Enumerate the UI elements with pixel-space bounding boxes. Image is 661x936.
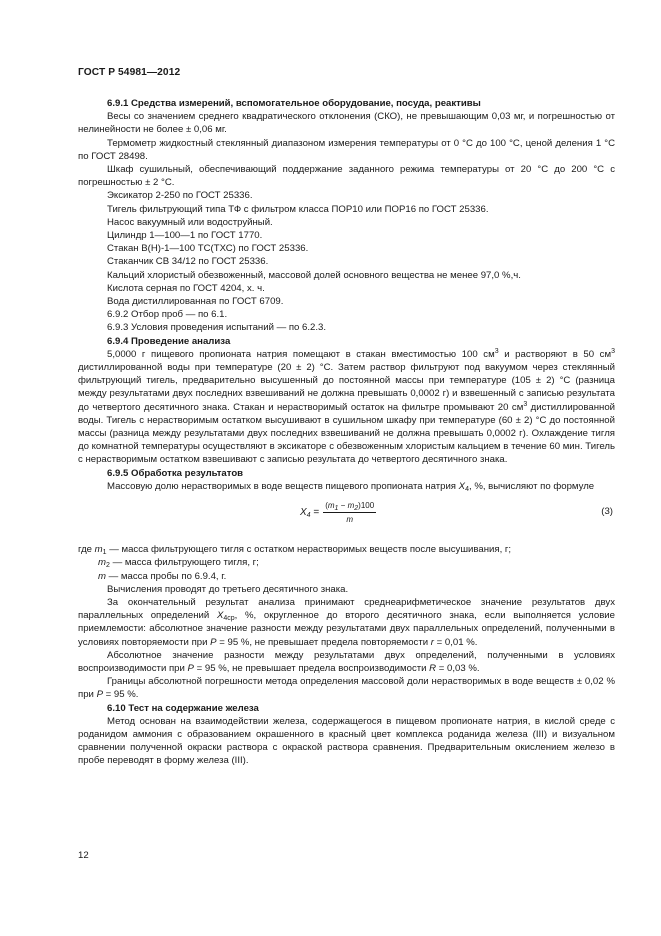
legend-item: m — масса пробы по 6.9.4, г. [98,570,227,582]
equation-number: (3) [601,506,613,518]
section-heading-6-9-4: 6.9.4 Проведение анализа [107,335,231,347]
formula-lhs: $X_4$ = [300,506,320,519]
section-6-9-2: 6.9.2 Отбор проб — по 6.1. [107,309,228,321]
equipment-item: Стакан В(Н)-1—100 ТС(ТХС) по ГОСТ 25336. [107,243,309,255]
legend-item: где $m_1$ — масса фильтрующего тигля с остатком нерастворимых веществ после высушивания, г; [78,544,512,557]
final-result-paragraph: За окончательный результат анализа принимают среднеарифметическое значение результатов двух параллельных определений $X_{4ср}$, %, округленное до второго десятичного знака, если выполняется условие приемлемости: абсолютное значение разности между результатами двух параллельных определений, полученными в условиях повторяемости при P = 95 %, не превышает предела повторяемости r = 0,01 %. [78,596,616,648]
equipment-item: Цилиндр 1—100—1 по ГОСТ 1770. [107,230,263,242]
equipment-item: Насос вакуумный или водоструйный. [107,216,273,228]
formula-fraction [323,500,376,525]
equipment-item: Вода дистиллированная по ГОСТ 6709. [107,296,284,308]
equipment-item: Тигель фильтрующий типа ТФ с фильтром класса ПОР10 или ПОР16 по ГОСТ 25336. [107,203,489,215]
equipment-item: Стаканчик СВ 34/12 по ГОСТ 25336. [107,256,269,268]
calculation-note: Вычисления проводят до третьего десятичного знака. [107,583,349,595]
page-number: 12 [78,850,89,861]
section-heading-6-9-5: 6.9.5 Обработка результатов [107,467,244,479]
formula-intro: Массовую долю нерастворимых в воде веществ пищевого пропионата натрия $X_4$, %, вычисляют по формуле [107,480,595,493]
equipment-item: Шкаф сушильный, обеспечивающий поддержание заданного режима температуры от 20 °С до 200 °С с погрешностью ± 2 °С. [78,164,615,189]
formula-numerator: $(m_1 - m_2)100$ [325,501,375,513]
equipment-item: Кальций хлористый обезвоженный, массовой долей основного вещества не менее 97,0 %,ч. [107,269,521,281]
equipment-item: Весы со значением среднего квадратического отклонения (СКО), не превышающим 0,03 мг, и погрешностью от нелинейности не более ± 0,06 мг. [78,111,615,136]
legend-item: $m_2$ — масса фильтрующего тигля, г; [98,557,259,570]
formula [300,500,376,525]
procedure-paragraph: 5,0000 г пищевого пропионата натрия помещают в стакан вместимостью 100 $см^3$ и растворяют в 50 $см^3$ дистиллированной воды при температуре (20 ± 2) °С. Затем раствор фильтруют под вакуумом через стеклянный фильтрующий тигель, предварительно высушенный до постоянной массы при температуре (105 ± 2) °С (разница между результатами двух последних взвешиваний не должна превышать 0,0002 г) и взвешенный с записью результата до четвертого десятичного знака. Стакан и нерастворимый остаток на фильтре промывают 20 $см^3$ дистиллированной воды. Тигель с нерастворимым остатком высушивают в сушильном шкафу при температуре (60 ± 2) °С до постоянной массы (разница между результатами двух последних взвешиваний не должна превышать 0,0002 г). Охлаждение тигля до комнатной температуры осуществляют в эксикаторе с обезвоженным хлористым кальцием в течение 60 мин. Тигель с нерастворимым остатком взвешивают с записью результата до четвертого десятичного знака. [78,347,616,466]
section-heading-6-9-1: 6.9.1 Средства измерений, вспомогательное оборудование, посуда, реактивы [107,98,481,109]
equipment-item: Эксикатор 2-250 по ГОСТ 25336. [107,190,253,202]
formula-legend [78,543,615,583]
iron-test-paragraph: Метод основан на взаимодействии железа, содержащегося в пищевом пропионате натрия, в кислой среде с роданидом аммония с образованием окрашенного в красный цвет комплекса роданида железа (III) и визуальном сравнении полученной окраски раствора с окраской раствора сравнения. Предварительным окислением железо в пробе переводят в форму железа (III). [78,715,615,767]
equipment-item: Кислота серная по ГОСТ 4204, х. ч. [107,282,265,294]
reproducibility-paragraph: Абсолютное значение разности между результатами двух определений, полученными в условиях воспроизводимости при P = 95 %, не превышает предела воспроизводимости R = 0,03 %. [78,649,615,674]
section-6-9-3: 6.9.3 Условия проведения испытаний — по 6.2.3. [107,322,327,334]
equipment-item: Термометр жидкостный стеклянный диапазоном измерения температуры от 0 °С до 100 °С, ценой деления 1 °С по ГОСТ 28498. [78,137,615,162]
document-header: ГОСТ Р 54981—2012 [78,67,181,78]
formula-block [78,498,615,536]
document-body [78,97,615,768]
error-bounds-paragraph: Границы абсолютной погрешности метода определения массовой доли нерастворимых в воде веществ ± 0,02 % при P = 95 %. [78,676,615,701]
formula-denominator: m [346,515,354,525]
section-heading-6-10: 6.10 Тест на содержание железа [107,702,259,714]
